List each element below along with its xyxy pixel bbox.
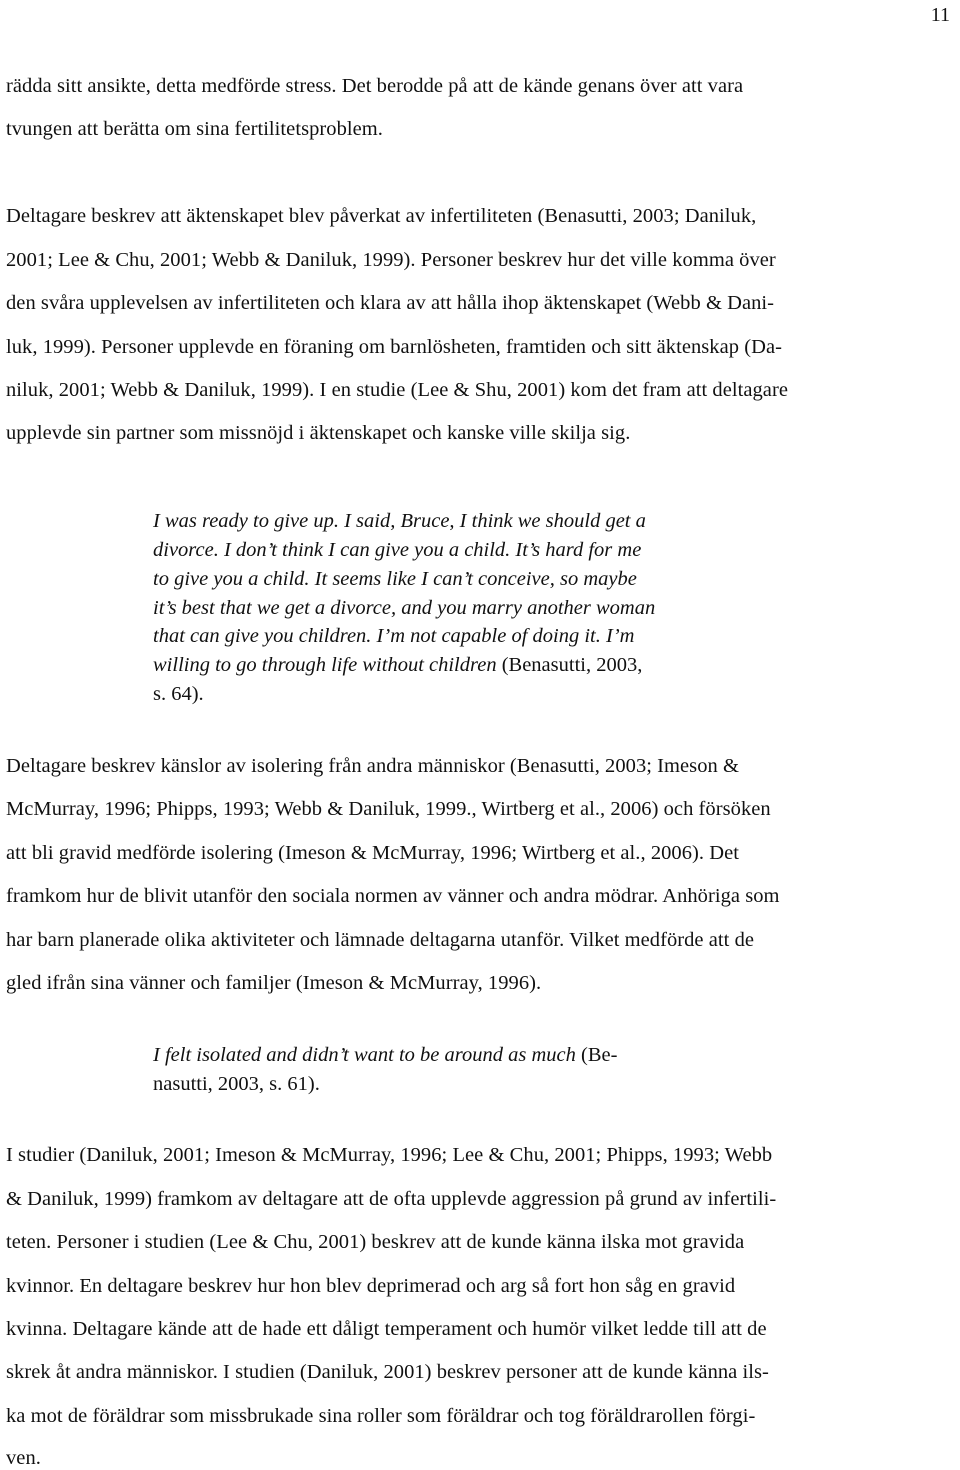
quote-line [153,1072,320,1096]
text-line: Deltagare beskrev känslor av isolering från andra människor (Benasutti, 2003; Imeson & [6,755,739,777]
quote-citation: (Be- [575,1044,618,1066]
text-line: har barn planerade olika aktiviteter och lämnade deltagarna utanför. Vilket medförde att de [6,929,755,951]
quote-line [153,682,204,706]
text-line: skrek åt andra människor. I studien (Daniluk, 2001) beskrev personer att de kunde känna ils- [6,1361,769,1383]
quote-line [153,509,646,533]
quote-line [153,653,642,677]
quote-line [153,538,641,562]
quote-line [153,567,637,591]
text-line: luk, 1999). Personer upplevde en föraning om barnlösheten, framtiden och sitt äktenskap (Da- [6,336,782,358]
quote-italic-text: willing to go through life without children [153,654,497,676]
text-line: 2001; Lee & Chu, 2001; Webb & Daniluk, 1999). Personer beskrev hur det ville komma över [6,249,776,271]
text-line: McMurray, 1996; Phipps, 1993; Webb & Daniluk, 1999., Wirtberg et al., 2006) och försöken [6,798,771,820]
quote-italic-text: I felt isolated and didn’t want to be around as much [153,1044,576,1066]
text-line: tvungen att berätta om sina fertilitetsproblem. [6,118,383,140]
text-line: teten. Personer i studien (Lee & Chu, 2001) beskrev att de kunde känna ilska mot gravida [6,1231,745,1253]
quote-italic-text: divorce. I don’t think I can give you a child. It’s hard for me [153,539,642,561]
text-line: I studier (Daniluk, 2001; Imeson & McMurray, 1996; Lee & Chu, 2001; Phipps, 1993; Webb [6,1144,773,1166]
text-line: den svåra upplevelsen av infertiliteten och klara av att hålla ihop äktenskapet (Webb & Dani- [6,292,775,314]
text-line: upplevde sin partner som missnöjd i äktenskapet och kanske ville skilja sig. [6,422,631,444]
text-line: niluk, 2001; Webb & Daniluk, 1999). I en studie (Lee & Shu, 2001) kom det fram att deltagare [6,379,788,401]
quote-italic-text: that can give you children. I’m not capable of doing it. I’m [153,625,635,647]
quote-citation: (Benasutti, 2003, [496,654,643,676]
quote-italic-text: it’s best that we get a divorce, and you marry another woman [153,597,656,619]
quote-italic-text: to give you a child. It seems like I can’t conceive, so maybe [153,568,637,590]
text-line: kvinnor. En deltagare beskrev hur hon blev deprimerad och arg så fort hon såg en gravid [6,1275,736,1297]
text-line: att bli gravid medförde isolering (Imeson & McMurray, 1996; Wirtberg et al., 2006). Det [6,842,739,864]
quote-line [153,596,655,620]
text-line: kvinna. Deltagare kände att de hade ett dåligt temperament och humör vilket ledde till att de [6,1318,767,1340]
text-line: Deltagare beskrev att äktenskapet blev påverkat av infertiliteten (Benasutti, 2003; Daniluk, [6,205,757,227]
quote-italic-text: I was ready to give up. I said, Bruce, I think we should get a [153,510,646,532]
text-line: framkom hur de blivit utanför den sociala normen av vänner och andra mödrar. Anhöriga som [6,885,780,907]
text-line: ka mot de föräldrar som missbrukade sina roller som föräldrar och tog föräldrarollen förgi- [6,1405,756,1427]
text-line: gled ifrån sina vänner och familjer (Imeson & McMurray, 1996). [6,972,542,994]
text-line: & Daniluk, 1999) framkom av deltagare att de ofta upplevde aggression på grund av infertili- [6,1188,777,1210]
text-line: rädda sitt ansikte, detta medförde stress. Det berodde på att de kände genans över att vara [6,75,744,97]
quote-line [153,1043,617,1067]
quote-citation: s. 64). [153,683,204,705]
text-line: ven. [6,1447,41,1469]
page-number: 11 [930,4,950,26]
quote-line [153,624,634,648]
quote-citation: nasutti, 2003, s. 61). [153,1073,320,1095]
